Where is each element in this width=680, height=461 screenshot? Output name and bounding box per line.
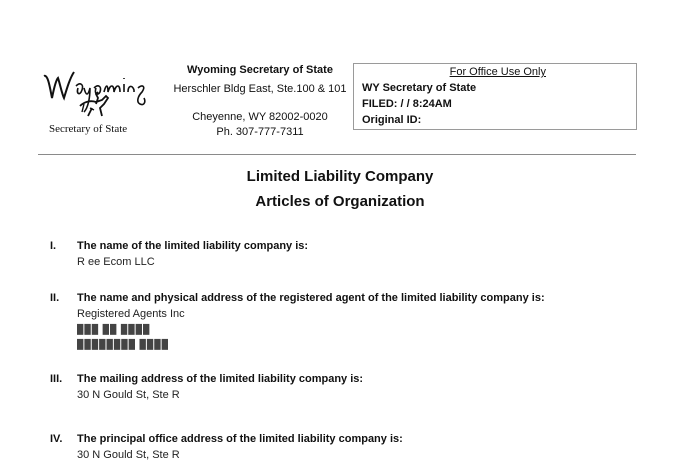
original-id-line: Original ID: [362, 114, 422, 126]
registered-agent-address-line1: ███ ██ ████ [77, 324, 151, 334]
filed-line: FILED: / / 8:24AM [362, 98, 452, 110]
wyoming-seal-logo [36, 62, 156, 142]
office-phone: Ph. 307-777-7311 [216, 126, 304, 138]
header-divider [38, 154, 636, 155]
section-heading: The name and physical address of the registered agent of the limited liability company is: [77, 292, 545, 304]
mailing-address-value: 30 N Gould St, Ste R [77, 389, 180, 401]
logo-caption: Secretary of State [49, 123, 128, 135]
section-heading: The principal office address of the limited liability company is: [77, 433, 403, 445]
office-use-box [353, 63, 637, 130]
registered-agent-address-line2: ████████ ████ [77, 339, 170, 349]
office-use-line1: WY Secretary of State [362, 82, 477, 94]
document-title-line2: Articles of Organization [255, 193, 425, 210]
section-heading: The mailing address of the limited liability company is: [77, 373, 364, 385]
office-address-line2: Cheyenne, WY 82002-0020 [192, 111, 328, 123]
section-heading: The name of the limited liability company is: [77, 240, 309, 252]
office-address-line1: Herschler Bldg East, Ste.100 & 101 [173, 83, 347, 95]
office-address-block [165, 63, 355, 140]
registered-agent-name: Registered Agents Inc [77, 308, 185, 320]
document-title-line1: Limited Liability Company [246, 168, 434, 185]
section-number: III. [50, 373, 63, 385]
office-name: Wyoming Secretary of State [187, 64, 333, 76]
wyoming-script-logo-icon [40, 62, 150, 120]
section-number: IV. [50, 433, 63, 445]
principal-office-address-value: 30 N Gould St, Ste R [77, 449, 180, 461]
section-number: II. [50, 292, 60, 304]
section-number: I. [50, 240, 57, 252]
office-use-heading: For Office Use Only [449, 66, 546, 78]
company-name-value: R ee Ecom LLC [77, 256, 155, 268]
